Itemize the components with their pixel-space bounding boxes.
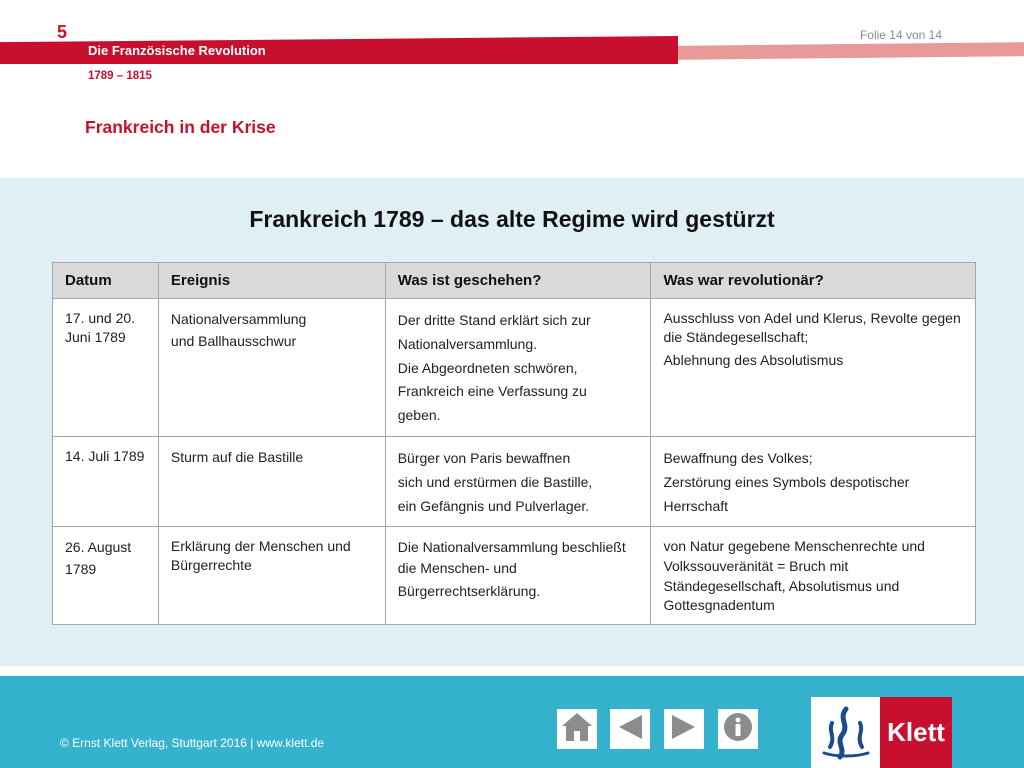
cell-geschehen: [385, 436, 651, 526]
header-band-accent: [676, 42, 1024, 60]
copyright-text: © Ernst Klett Verlag, Stuttgart 2016 | www.klett.de: [60, 736, 325, 750]
cell-line: Bewaffnung des Volkes;: [663, 449, 813, 466]
events-table: [52, 262, 976, 625]
cell-line: Die Abgeordneten schwören,: [397, 359, 578, 376]
cell-line: ein Gefängnis und Pulverlager.: [397, 497, 590, 514]
cell-line: Nationalversammlung: [170, 311, 307, 327]
next-icon: [669, 712, 699, 747]
slide-counter: Folie 14 von 14: [859, 28, 942, 42]
next-slide-button[interactable]: [664, 709, 704, 749]
cell-geschehen: [385, 299, 651, 437]
chapter-number: 5: [57, 22, 68, 42]
cell-datum: [53, 299, 159, 437]
cell-line: 1789: [65, 561, 97, 578]
table-row: [53, 299, 976, 437]
previous-slide-button[interactable]: [610, 709, 650, 749]
klett-emblem-icon: [811, 697, 880, 768]
section-topic: Frankreich in der Krise: [85, 117, 276, 137]
cell-line: Sturm auf die Bastille: [170, 448, 304, 465]
cell-line: Nationalversammlung.: [397, 335, 538, 352]
table-row: [53, 436, 976, 526]
cell-line: Ausschluss von Adel und Klerus, Revolte gegen die Ständegesellschaft;: [663, 310, 961, 345]
home-button[interactable]: [557, 709, 597, 749]
column-header-datum: Datum: [53, 263, 159, 299]
cell-ereignis: [158, 436, 385, 526]
table-row: [53, 527, 976, 624]
cell-datum: [53, 436, 159, 526]
cell-line: von Natur gegebene Menschenrechte und Volkssouveränität = Bruch mit Ständegesellschaft, Absolutismus und Gottesgnadentum: [663, 538, 925, 614]
home-icon: [560, 711, 594, 748]
cell-line: Der dritte Stand erklärt sich zur: [397, 312, 591, 328]
cell-ereignis: [158, 527, 385, 624]
info-button[interactable]: [718, 709, 758, 749]
cell-line: geben.: [397, 407, 441, 424]
cell-line: Bürgerrechtserklärung.: [397, 582, 541, 599]
cell-line: Herrschaft: [663, 497, 729, 514]
cell-line: Die Nationalversammlung beschließt die Menschen- und: [397, 539, 626, 576]
cell-revolutionaer: [651, 299, 976, 437]
cell-line: 17. und 20. Juni 1789: [65, 310, 136, 345]
klett-wordmark: Klett: [880, 697, 952, 768]
cell-revolutionaer: [651, 527, 976, 624]
info-icon: [722, 711, 754, 748]
cell-line: sich und erstürmen die Bastille,: [397, 473, 593, 490]
cell-line: 14. Juli 1789: [65, 447, 145, 464]
cell-line: Zerstörung eines Symbols despotischer: [663, 473, 910, 490]
column-header-geschehen: Was ist geschehen?: [385, 263, 651, 299]
cell-line: Ablehnung des Absolutismus: [663, 351, 844, 368]
cell-line: Bürger von Paris bewaffnen: [397, 449, 571, 466]
table-header-row: [53, 263, 976, 299]
cell-revolutionaer: [651, 436, 976, 526]
cell-line: 26. August: [65, 539, 132, 556]
cell-geschehen: [385, 527, 651, 624]
cell-ereignis: [158, 299, 385, 437]
column-header-ereignis: Ereignis: [158, 263, 385, 299]
page-title: Frankreich 1789 – das alte Regime wird gestürzt: [249, 206, 775, 232]
chapter-title: Die Französische Revolution: [88, 43, 266, 58]
cell-line: Erklärung der Menschen und Bürgerrechte: [170, 538, 351, 574]
cell-line: Frankreich eine Verfassung zu: [397, 383, 587, 400]
chapter-years: 1789 – 1815: [88, 70, 152, 82]
klett-logo: [811, 697, 952, 768]
column-header-revolutionaer: Was war revolutionär?: [651, 263, 976, 299]
previous-icon: [615, 712, 645, 747]
cell-datum: [53, 527, 159, 624]
cell-line: und Ballhausschwur: [170, 332, 297, 349]
